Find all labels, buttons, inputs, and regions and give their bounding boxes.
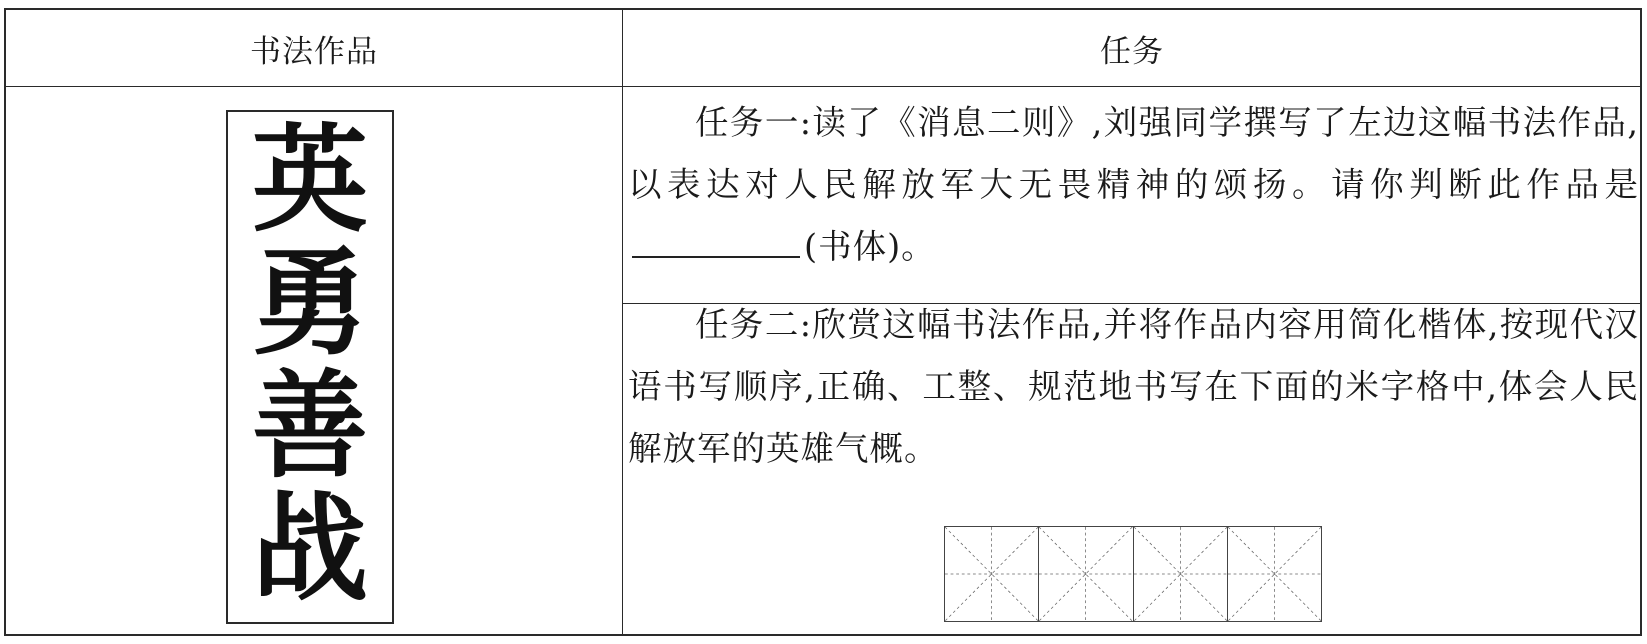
- mizige-cell[interactable]: [1228, 527, 1321, 621]
- task-one-suffix: (书体)。: [804, 227, 936, 266]
- task-two-text: 任务二:欣赏这幅书法作品,并将作品内容用简化楷体,按现代汉语书写顺序,正确、工整、规范地书写在下面的米字格中,体会人民解放军的英雄气概。: [628, 305, 1639, 468]
- task-two: [628, 294, 1639, 480]
- header-divider: [6, 86, 1640, 87]
- calligraphy-char-2: 勇: [252, 235, 368, 371]
- task-one: [628, 92, 1639, 278]
- column-divider: [622, 10, 623, 634]
- header-task: 任务: [1100, 33, 1164, 70]
- calligraphy-char-3: 善: [252, 358, 368, 494]
- mizige-cell[interactable]: [945, 527, 1039, 621]
- mizige-cell[interactable]: [1134, 527, 1228, 621]
- mizige-grid[interactable]: [944, 526, 1322, 622]
- calligraphy-char-4: 战: [252, 481, 368, 617]
- calligraphy-artwork: [226, 110, 394, 624]
- answer-blank[interactable]: [632, 226, 800, 258]
- header-calligraphy: 书法作品: [250, 33, 378, 70]
- task-one-text: 任务一:读了《消息二则》,刘强同学撰写了左边这幅书法作品,以表达对人民解放军大无畏精神的颂扬。请你判断此作品是: [628, 103, 1639, 204]
- mizige-cell[interactable]: [1039, 527, 1133, 621]
- calligraphy-char-1: 英: [252, 112, 368, 248]
